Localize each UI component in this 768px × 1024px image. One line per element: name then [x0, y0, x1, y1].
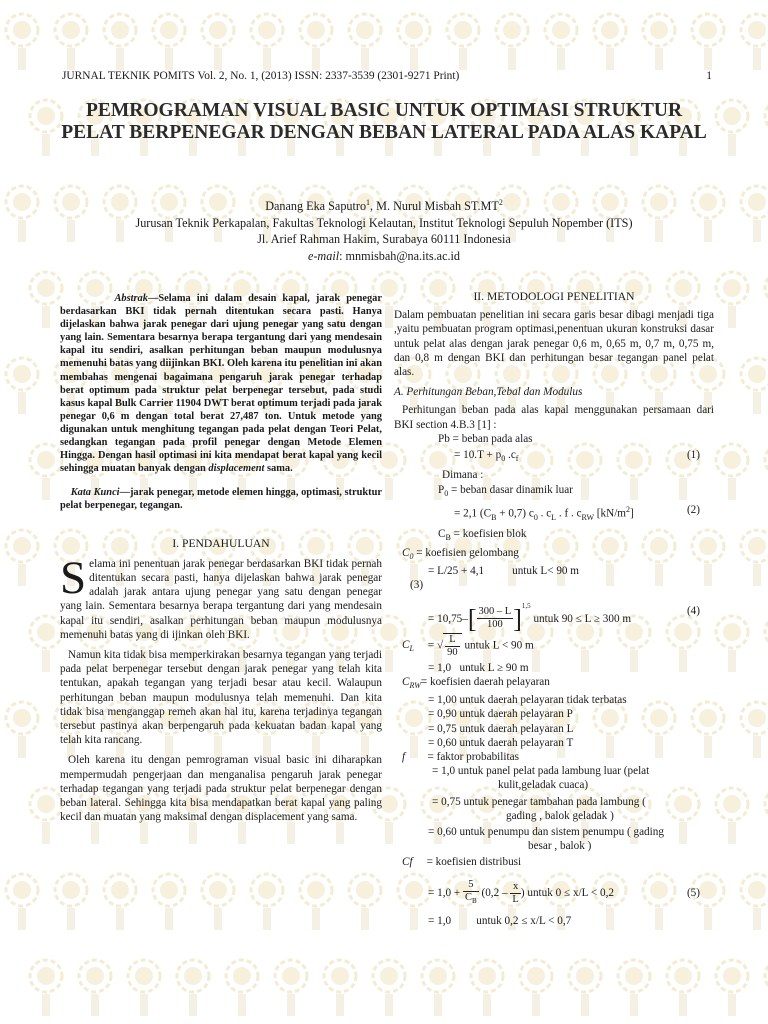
drop-cap: S [60, 551, 87, 604]
section-2-paragraph-1: Dalam pembuatan penelitian ini secara garis besar dibagi menjadi tiga ,yaitu pembuatan program optimasi,penentuan ukuran konstruksi dasar untuk pelat alas dengan jarak penegar 0,6 m, 0,65 m, 0,7 m, 0,75 m, dan 0,8 m dengan BKI dan perhitungan besar tegangan panel pelat alas. [394, 309, 714, 379]
email-label: e-mail [307, 248, 340, 263]
equation-1-number: (1) [686, 449, 700, 462]
watermark-logo-icon [128, 960, 160, 1016]
watermark-logo-icon [471, 960, 503, 1016]
watermark-logo-icon [6, 530, 38, 586]
section-1-paragraph-2: Namun kita tidak bisa memperkirakan besarnya tegangan yang terjadi pada pelat berpenegar tersebut dengan jarak penegar yang telah kita tentukan, apakah tegangan yang terjadi besar atau kecil. Walaupun perhitungan beban maupun modulusnya telah memenuhi. Dan kita tidak bisa menganggap remeh akan hal itu, karena terjadinya tegangan tersebut pastinya akan berpengaruh pada kekuatan badan kapal yang telah kita rancang. [60, 648, 382, 747]
c0-equation-2: = 10,75–[ $\frac{300 - L}{100}$ ]$^{1,5}$ untuk 90 ≤ L ≥ 300 m (4) [428, 601, 700, 633]
watermark-logo-icon [716, 272, 748, 328]
author-block [60, 195, 708, 264]
watermark-logo-icon [30, 616, 62, 672]
address: Jl. Arief Rahman Hakim, Surabaya 60111 Indonesia [257, 232, 511, 247]
watermark-logo-icon [202, 874, 234, 930]
watermark-logo-icon [667, 960, 699, 1016]
author-names [60, 195, 708, 215]
watermark-logo-icon [251, 14, 283, 70]
watermark-logo-icon [643, 14, 675, 70]
watermark-logo-icon [716, 788, 748, 844]
watermark-logo-icon [594, 14, 626, 70]
watermark-logo-icon [55, 14, 87, 70]
watermark-logo-icon [6, 702, 38, 758]
watermark-logo-icon [30, 960, 62, 1016]
watermark-logo-icon [741, 358, 768, 414]
f-definition: f = faktor probabilitas [402, 751, 519, 764]
watermark-logo-icon [177, 960, 209, 1016]
f-case-2-cont: gading , balok geladak ) [506, 809, 614, 822]
journal-citation: JURNAL TEKNIK POMITS Vol. 2, No. 1, (2013) ISSN: 2337-3539 (2301-9271 Print) [62, 70, 460, 82]
author-1-sup: 1 [366, 198, 371, 207]
watermark-logo-icon [6, 14, 38, 70]
watermark-logo-icon [251, 874, 283, 930]
watermark-logo-icon [55, 874, 87, 930]
f-case-3-cont: besar , balok ) [528, 840, 592, 853]
watermark-logo-icon [104, 14, 136, 70]
keywords-label: Kata Kunci [70, 487, 120, 499]
abstract-end: sama. [264, 463, 293, 475]
section-2-heading: II. METODOLOGI PENELITIAN [473, 290, 635, 303]
subsection-a-heading: A. Perhitungan Beban,Tebal dan Modulus [394, 386, 583, 399]
running-header [62, 70, 712, 82]
abstract-text: —Selama ini dalam desain kapal, jarak penegar berdasarkan BKI tidak pernah ditentukan secara pasti. Hanya dijelaskan bahwa jarak penegar dari ujung penegar yang satu dengan yang lain. Sementara besarnya berapa tergantung dari yang mendesain kapal itu sendiri, asalkan perhitungan beban maupun modulusnya memenuhi batas yang diijinkan BKI. Oleh karena itu penelitian ini akan membahas mengenai bagaimana pengaruh jarak penegar terhadap berat optimum pada struktur pelat berpenegar tersebut, pada studi kasus kapal Bulk Carrier 11904 DWT berat optimum terjadi pada jarak penegar 0,6 m dengan total berat 27,487 ton. Untuk metode yang digunakan untuk menghitung tegangan pada pelat dengan Teori Pelat, sedangkan tegangan pada profil penegar dengan Metode Elemen Hingga. Dengan hasil optimasi ini kita mendapat berat kapal yang kecil sehingga muatan banyak dengan [60, 293, 382, 475]
equation-4-number: (4) [686, 604, 700, 617]
author-1: Danang Eka Saputro [265, 199, 367, 214]
cf-equation-1: = 1,0 + $\frac{5}{C_B}$ (0,2 – $\frac{x}{L}$ ) untuk 0 ≤ x/L < 0,2 (5) [394, 876, 714, 910]
watermark-logo-icon [447, 14, 479, 70]
watermark-logo-icon [79, 960, 111, 1016]
section-1-paragraph-3: Oleh karena itu dengan pemrograman visual basic ini diharapkan mempermudah pengerjaan dan menganalisa pengaruh jarak penegar terhadap tegangan yang terjadi pada struktur pelat berpenegar dengan beban lateral. Sehingga kita bisa mendapatkan berat kapal yang paling kecil dan muatan yang maksimal dengan displacement yang sama. [60, 754, 382, 824]
watermark-logo-icon [153, 874, 185, 930]
watermark-logo-icon [373, 960, 405, 1016]
watermark-logo-icon [422, 960, 454, 1016]
watermark-logo-icon [520, 960, 552, 1016]
crw-case-1: = 1,00 untuk daerah pelayaran tidak terbatas [428, 694, 627, 707]
c0-equation-1: = L/25 + 4,1 untuk L< 90 m [428, 565, 580, 578]
watermark-logo-icon [716, 100, 748, 156]
watermark-logo-icon [300, 14, 332, 70]
section-1-p1-text: elama ini penentuan jarak penegar berdasarkan BKI tidak pernah ditentukan secara pasti, hanya dijelaskan bahwa jarak penegar adalah jarak antara ujung penegar yang satu dengan penegar yang lain. Sementara besarnya berapa tergantung dari yang mendesain kapal itu sendiri, asalkan perhitungan beban maupun modulusnya memenuhi batas yang di ijinkan oleh BKI. [60, 557, 382, 641]
equation-5-number: (5) [686, 886, 700, 899]
watermark-logo-icon [30, 100, 62, 156]
watermark-logo-icon [398, 14, 430, 70]
watermark-logo-icon [741, 14, 768, 70]
watermark-logo-icon [275, 960, 307, 1016]
watermark-logo-icon [226, 960, 258, 1016]
cb-definition: $C_B$ = koefisien blok [438, 528, 527, 543]
watermark-logo-icon [300, 874, 332, 930]
cf-definition: Cf = koefisien distribusi [402, 856, 522, 869]
equation-2: = 2,1 $(C_B + 0,7)$ $c_0$ . $c_L$ . f . $c_{RW}$ $[kN/m^2]$ (2) [454, 504, 700, 523]
watermark-logo-icon [30, 272, 62, 328]
f-case-1-cont: kulit,geladak cuaca) [498, 779, 589, 792]
watermark-logo-icon [202, 14, 234, 70]
dimana-label: Dimana : [442, 469, 484, 482]
watermark-logo-icon [6, 358, 38, 414]
watermark-logo-icon [349, 14, 381, 70]
abstract-italic: displacement [208, 463, 265, 475]
equation-1: = $10.T + p_0$ $.c_f$ (1) [454, 449, 700, 464]
watermark-logo-icon [30, 444, 62, 500]
watermark-logo-icon [6, 874, 38, 930]
paper-title: PEMROGRAMAN VISUAL BASIC UNTUK OPTIMASI STRUKTUR PELAT BERPENEGAR DENGAN BEBAN LATERAL PADA ALAS KAPAL [61, 100, 707, 143]
f-case-1: = 1,0 untuk panel pelat pada lambung luar (pelat [432, 765, 650, 778]
watermark-logo-icon [324, 960, 356, 1016]
abstract-label: Abstrak [114, 293, 148, 304]
section-1-paragraph-1 [60, 551, 382, 642]
watermark-logo-icon [569, 960, 601, 1016]
crw-case-3: = 0,75 untuk daerah pelayaran L [428, 722, 574, 735]
watermark-logo-icon [716, 616, 748, 672]
watermark-logo-icon [6, 186, 38, 242]
section-2-paragraph-2: Perhitungan beban pada alas kapal menggunakan persamaan dari BKI section 4.B.3 [1] : [394, 404, 714, 431]
author-sep: , [370, 199, 377, 214]
watermark-logo-icon [741, 186, 768, 242]
page-number: 1 [706, 70, 712, 82]
crw-definition: $C_{RW}=$ koefisien daerah pelayaran [402, 675, 550, 690]
watermark-logo-icon [618, 960, 650, 1016]
email-line [60, 248, 708, 265]
right-column [394, 290, 714, 928]
keywords-text: —jarak penegar, metode elemen hingga, optimasi, struktur pelat berpenegar, tegangan. [60, 487, 383, 512]
watermark-logo-icon [104, 874, 136, 930]
watermark-logo-icon [349, 874, 381, 930]
f-case-2: = 0,75 untuk penegar tambahan pada lambung ( [432, 795, 646, 808]
watermark-logo-icon [741, 874, 768, 930]
keywords [60, 486, 382, 512]
pb-definition: Pb = beban pada alas [438, 432, 533, 445]
c0-definition: $C_0$ = koefisien gelombang [402, 546, 519, 561]
watermark-logo-icon [30, 788, 62, 844]
author-2: M. Nurul Misbah ST.MT [376, 199, 499, 214]
author-2-sup: 2 [498, 198, 503, 207]
equation-3-number: (3) [410, 579, 424, 592]
watermark-logo-icon [741, 702, 768, 758]
watermark-logo-icon [496, 14, 528, 70]
abstract [60, 292, 382, 475]
watermark-logo-icon [716, 960, 748, 1016]
watermark-logo-icon [545, 14, 577, 70]
section-1-heading: I. PENDAHULUAN [172, 536, 270, 550]
c0-fraction: $\frac{300 - L}{100}$ [478, 606, 512, 631]
crw-case-4: = 0,60 untuk daerah pelayaran T [428, 736, 574, 749]
p0-definition: $P_0$ = beban dasar dinamik luar [438, 483, 573, 498]
cf-equation-2: = 1,0 untuk 0,2 ≤ x/L < 0,7 [428, 914, 572, 927]
left-column [60, 292, 382, 824]
f-case-3: = 0,60 untuk penumpu dan sistem penumpu ( gading [428, 826, 664, 839]
cl-equation-2: = 1,0 untuk L ≥ 90 m [428, 661, 529, 674]
watermark-logo-icon [716, 444, 748, 500]
equation-2-number: (2) [686, 504, 700, 517]
affiliation: Jurusan Teknik Perkapalan, Fakultas Teknologi Kelautan, Institut Teknologi Sepuluh Nopember (ITS) [135, 215, 633, 230]
email-address: : mnmisbah@na.its.ac.id [339, 248, 461, 263]
watermark-logo-icon [153, 14, 185, 70]
watermark-logo-icon [741, 530, 768, 586]
cl-equation-1: $C_L$ = √ $\frac{L}{90}$ untuk L < 90 m [402, 633, 534, 658]
crw-case-2: = 0,90 untuk daerah pelayaran P [428, 708, 573, 721]
watermark-logo-icon [692, 14, 724, 70]
